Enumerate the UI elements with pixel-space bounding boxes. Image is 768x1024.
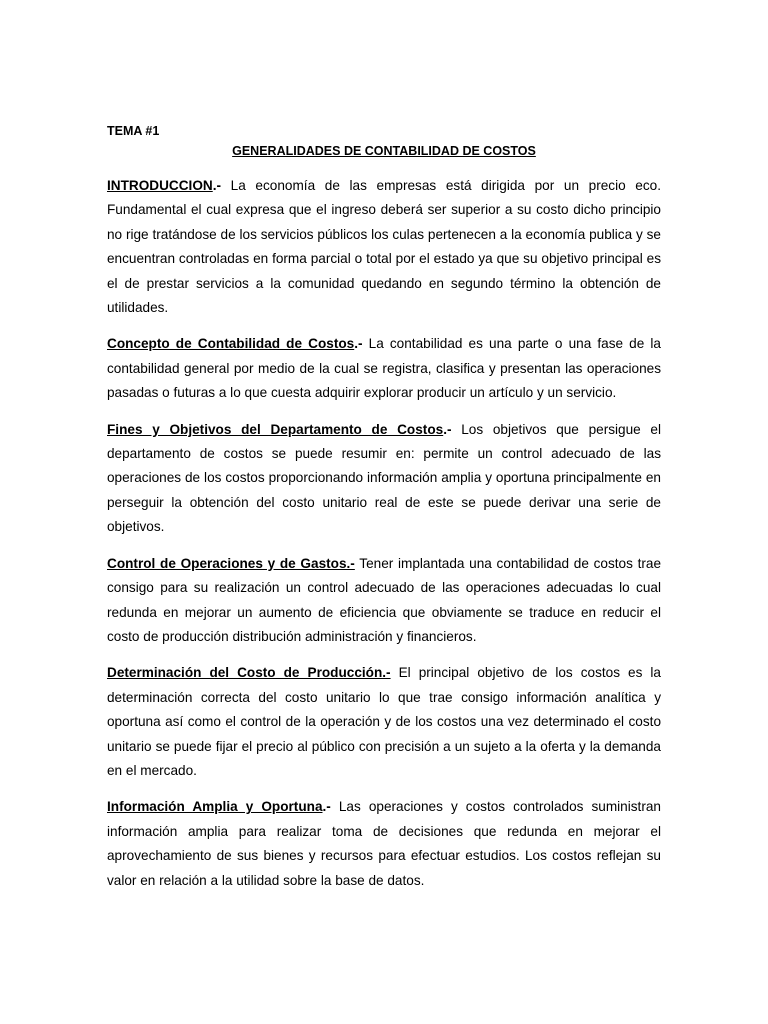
paragraph-body: El principal objetivo de los costos es la determinación correcta del costo unitario lo que trae consigo información analítica y oportuna así como el control de la operación y de los costos una vez determinado el costo unitario se puede fijar el precio al público con precisión a un sujeto a la oferta y la demanda en el mercado. (107, 665, 661, 778)
paragraph-control-operaciones (107, 552, 661, 650)
paragraph-determinacion-costo (107, 661, 661, 783)
document-title: GENERALIDADES DE CONTABILIDAD DE COSTOS (232, 144, 536, 158)
heading-separator: .- (443, 421, 452, 437)
paragraph-heading (107, 336, 363, 351)
heading-text: Información Amplia y Oportuna (107, 799, 323, 815)
paragraph-body: Los objetivos que persigue el departamento de costos se puede resumir en: permite un control adecuado de las operaciones de los costos proporcionando información amplia y oportuna principalmente en perseguir la obtención del costo unitario real de este se puede derivar una serie de objetivos. (107, 421, 661, 535)
paragraph-body: Las operaciones y costos controlados suministran información amplia para realizar toma de decisiones que redunda en mejorar el aprovechamiento de sus bienes y recursos para efectuar estudios. Los costos reflejan su valor en relación a la utilidad sobre la base de datos. (107, 799, 661, 888)
paragraph-heading (107, 665, 391, 680)
paragraph-body: La economía de las empresas está dirigida por un precio eco. Fundamental el cual expresa que el ingreso deberá ser superior a su costo dicho principio no rige tratándose de los servicios públicos los culas pertenecen a la economía publica y se encuentran controladas en forma parcial o total por el estado ya que su objetivo principal es el de prestar servicios a la comunidad quedando en segundo término la obtención de utilidades. (107, 178, 661, 316)
heading-separator: .- (212, 178, 222, 193)
paragraph-introduccion (107, 174, 661, 320)
topic-number: TEMA #1 (107, 124, 160, 138)
paragraph-concepto (107, 332, 661, 405)
document-page (107, 122, 661, 893)
heading-text: Determinación del Costo de Producción.- (107, 665, 391, 681)
paragraph-body: La contabilidad es una parte o una fase de la contabilidad general por medio de la cual se registra, clasifica y presentan las operaciones pasadas o futuras a lo que cuesta adquirir explorar producir un artículo y un servicio. (107, 336, 661, 401)
paragraph-heading (107, 178, 221, 193)
paragraph-body: Tener implantada una contabilidad de costos trae consigo para su realización un control adecuado de las operaciones adecuadas lo cual redunda en mejorar un aumento de eficiencia que obviamente se traduce en reducir el costo de producción distribución administración y financieros. (107, 555, 662, 644)
paragraph-heading (107, 556, 355, 571)
heading-separator: .- (354, 336, 363, 352)
paragraph-heading (107, 799, 331, 814)
heading-text: Concepto de Contabilidad de Costos (107, 336, 355, 352)
paragraph-informacion-amplia (107, 795, 661, 893)
heading-text: Fines y Objetivos del Departamento de Costos (107, 421, 444, 437)
heading-separator: .- (322, 799, 331, 815)
heading-text: Control de Operaciones y de Gastos.- (107, 555, 355, 571)
paragraph-fines-objetivos (107, 418, 661, 540)
paragraph-heading (107, 422, 452, 437)
heading-text: INTRODUCCION (107, 178, 213, 193)
